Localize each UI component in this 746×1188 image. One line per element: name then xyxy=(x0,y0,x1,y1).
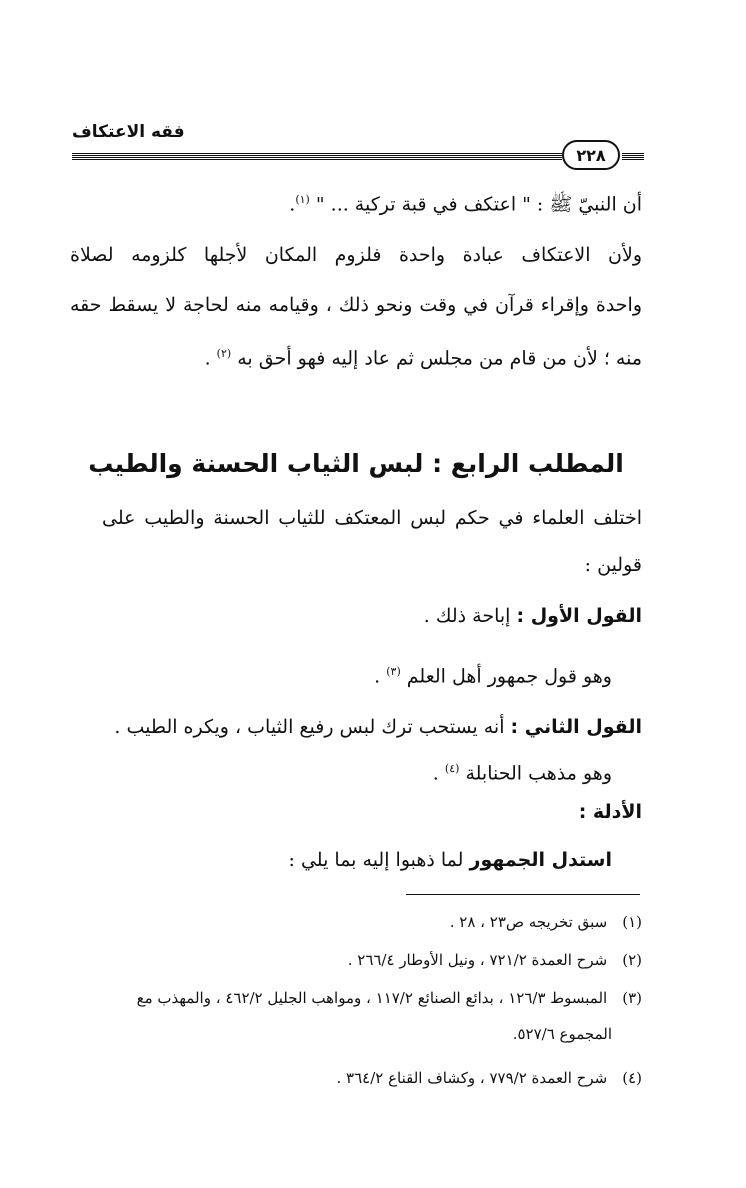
opinion-two-note xyxy=(40,757,612,785)
text: وهو مذهب الحنابلة xyxy=(465,762,612,785)
running-title: فقه الاعتكاف xyxy=(72,122,185,142)
footnote-ref: (٤) xyxy=(444,762,460,775)
paragraph-line: اختلف العلماء في حكم لبس المعتكف للثياب الحسنة والطيب على xyxy=(102,507,642,529)
footnote xyxy=(70,1068,642,1088)
footnote-number: (١) xyxy=(622,913,642,931)
footnote-ref: (٢) xyxy=(216,347,232,360)
header-rule xyxy=(72,152,562,160)
text: منه ؛ لأن من قام من مجلس ثم عاد إليه فهو أحق به xyxy=(237,347,642,370)
footnote-number: (٤) xyxy=(622,1069,642,1087)
opinion-one xyxy=(70,604,642,628)
footnote xyxy=(70,912,642,932)
header-rule-end xyxy=(622,152,644,160)
evidence-intro xyxy=(40,848,612,872)
footnote-continuation: المجموع ٥٢٧/٦. xyxy=(512,1025,612,1043)
opinion-label: القول الأول : xyxy=(516,605,642,627)
footnote-ref: (١) xyxy=(295,193,310,206)
punct: . xyxy=(289,193,296,216)
footnote xyxy=(70,988,642,1008)
text-line xyxy=(70,188,642,216)
opinion-one-note xyxy=(40,660,612,688)
text: وهو قول جمهور أهل العلم xyxy=(406,665,612,688)
evidence-text: لما ذهبوا إليه بما يلي : xyxy=(288,849,464,871)
opinion-text: إباحة ذلك . xyxy=(423,605,511,627)
section-heading: المطلب الرابع : لبس الثياب الحسنة والطيب xyxy=(88,449,624,478)
footnote-number: (٣) xyxy=(622,989,642,1007)
evidence-label: استدل الجمهور xyxy=(469,849,612,871)
opinion-label: القول الثاني : xyxy=(510,716,642,738)
paragraph-line: قولين : xyxy=(584,554,642,576)
page-number: ٢٢٨ xyxy=(562,140,620,170)
punct: . xyxy=(374,665,381,688)
punct: . xyxy=(432,762,439,785)
paragraph-line: واحدة وإقراء قرآن في وقت ونحو ذلك ، وقيامه منه لحاجة لا يسقط حقه xyxy=(70,294,642,316)
footnote-text: المبسوط ١٢٦/٣ ، بدائع الصنائع ١١٧/٢ ، ومواهب الجليل ٤٦٢/٢ ، والمهذب مع xyxy=(136,989,608,1007)
footnote-text: شرح العمدة ٧٢١/٢ ، ونيل الأوطار ٢٦٦/٤ . xyxy=(347,951,608,969)
text: أن النبيّ ﷺ : " اعتكف في قبة تركية ... " xyxy=(315,193,642,216)
opinion-text: أنه يستحب ترك لبس رفيع الثياب ، ويكره الطيب . xyxy=(114,716,505,738)
opinion-two xyxy=(70,715,642,739)
footnote-text: سبق تخريجه ص٢٣ ، ٢٨ . xyxy=(449,913,608,931)
paragraph-line: ولأن الاعتكاف عبادة واحدة فلزوم المكان لأجلها كلزومه لصلاة xyxy=(70,244,642,266)
footnote-text: شرح العمدة ٧٧٩/٢ ، وكشاف القناع ٣٦٤/٢ . xyxy=(336,1069,608,1087)
footnote-number: (٢) xyxy=(622,951,642,969)
footnote xyxy=(70,950,642,970)
footnote-rule xyxy=(406,894,640,895)
evidence-heading: الأدلة : xyxy=(578,801,642,823)
punct: . xyxy=(204,347,211,370)
footnote-ref: (٣) xyxy=(386,665,401,678)
paragraph-line xyxy=(70,342,642,370)
